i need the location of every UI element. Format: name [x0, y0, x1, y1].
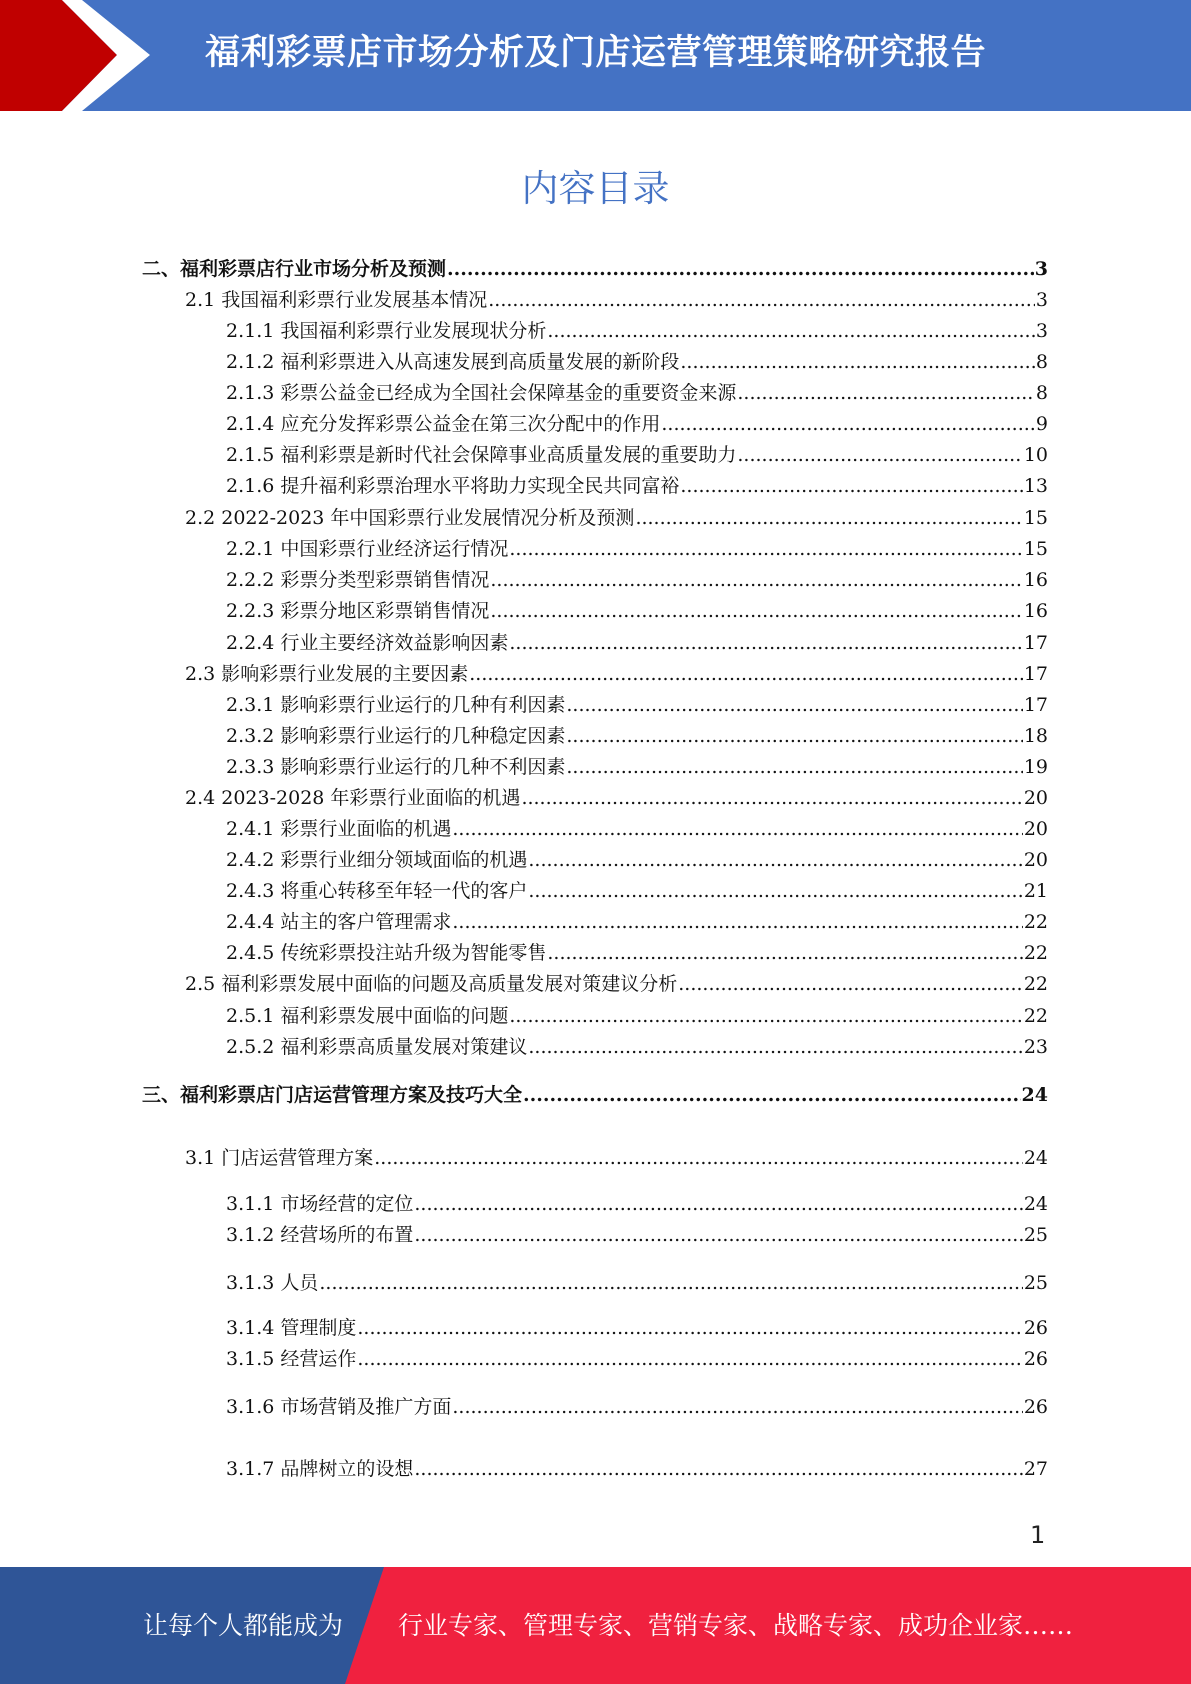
- toc-entry[interactable]: [226, 471, 1048, 501]
- toc-entry-page: 27: [1023, 1458, 1048, 1480]
- toc-entry-page: 9: [1035, 413, 1048, 435]
- toc-entry[interactable]: [226, 1268, 1048, 1298]
- toc-entry[interactable]: [226, 752, 1048, 782]
- toc-leader-dots: [521, 783, 1022, 813]
- toc-entry-text: 2.5.2 福利彩票高质量发展对策建议: [226, 1036, 528, 1058]
- toc-leader-dots: [374, 1143, 1023, 1173]
- toc-entry-page: 22: [1023, 973, 1048, 995]
- toc-entry-page: 24: [1023, 1193, 1048, 1215]
- toc-entry[interactable]: [226, 440, 1048, 470]
- toc-entry[interactable]: [226, 1189, 1048, 1219]
- toc-entry-page: 3: [1034, 258, 1048, 280]
- toc-leader-dots: [452, 907, 1022, 937]
- toc-entry[interactable]: [185, 1143, 1048, 1173]
- toc-entry-text: 3.1.3 人员: [226, 1272, 319, 1294]
- toc-leader-dots: [319, 1268, 1022, 1298]
- toc-leader-dots: [737, 378, 1035, 408]
- toc-entry-page: 17: [1023, 663, 1048, 685]
- toc-entry-page: 26: [1023, 1396, 1048, 1418]
- toc-entry-text: 3.1.2 经营场所的布置: [226, 1224, 414, 1246]
- toc-leader-dots: [509, 1001, 1022, 1031]
- toc-leader-dots: [566, 752, 1022, 782]
- toc-leader-dots: [414, 1189, 1022, 1219]
- toc-entry-text: 3.1.4 管理制度: [226, 1317, 357, 1339]
- toc-entry-page: 21: [1023, 880, 1048, 902]
- toc-leader-dots: [509, 628, 1022, 658]
- toc-leader-dots: [528, 1032, 1022, 1062]
- toc-entry-page: 3: [1035, 289, 1048, 311]
- toc-entry-text: 2.1.1 我国福利彩票行业发展现状分析: [226, 320, 547, 342]
- toc-entry-page: 17: [1023, 694, 1048, 716]
- toc-entry[interactable]: [226, 1313, 1048, 1343]
- toc-entry[interactable]: [226, 565, 1048, 595]
- toc-leader-dots: [452, 814, 1022, 844]
- toc-entry-text: 2.2.3 彩票分地区彩票销售情况: [226, 600, 490, 622]
- toc-leader-dots: [678, 969, 1023, 999]
- toc-leader-dots: [566, 721, 1022, 751]
- toc-entry-page: 3: [1035, 320, 1048, 342]
- toc-entry[interactable]: [226, 1392, 1048, 1422]
- toc-entry-text: 2.3.2 影响彩票行业运行的几种稳定因素: [226, 725, 566, 747]
- toc-leader-dots: [490, 565, 1022, 595]
- toc-entry[interactable]: [226, 845, 1048, 875]
- header-title: 福利彩票店市场分析及门店运营管理策略研究报告: [205, 33, 987, 73]
- toc-entry-text: 2.4.4 站主的客户管理需求: [226, 911, 452, 933]
- toc-entry-page: 13: [1023, 475, 1048, 497]
- toc-entry-page: 17: [1023, 632, 1048, 654]
- toc-entry-text: 二、福利彩票店行业市场分析及预测: [142, 258, 447, 280]
- toc-entry-page: 8: [1035, 382, 1048, 404]
- toc-entry-text: 2.1 我国福利彩票行业发展基本情况: [185, 289, 488, 311]
- toc-entry-page: 8: [1035, 351, 1048, 373]
- toc-entry[interactable]: [185, 285, 1048, 315]
- toc-leader-dots: [680, 471, 1022, 501]
- toc-leader-dots: [509, 534, 1022, 564]
- toc-leader-dots: [547, 938, 1022, 968]
- toc-entry-page: 26: [1023, 1317, 1048, 1339]
- toc-entry-page: 22: [1023, 942, 1048, 964]
- toc-entry[interactable]: [185, 503, 1048, 533]
- toc-leader-dots: [680, 347, 1035, 377]
- toc-entry[interactable]: [142, 254, 1048, 284]
- toc-entry-page: 25: [1023, 1224, 1048, 1246]
- toc-entry-text: 3.1.6 市场营销及推广方面: [226, 1396, 452, 1418]
- toc-leader-dots: [528, 845, 1022, 875]
- toc-entry-text: 2.5.1 福利彩票发展中面临的问题: [226, 1005, 509, 1027]
- toc-entry-text: 2.2.2 彩票分类型彩票销售情况: [226, 569, 490, 591]
- toc-entry[interactable]: [226, 1220, 1048, 1250]
- toc-entry[interactable]: [226, 628, 1048, 658]
- toc-entry-page: 20: [1023, 849, 1048, 871]
- toc-entry-page: 22: [1023, 1005, 1048, 1027]
- toc-entry-text: 3.1.7 品牌树立的设想: [226, 1458, 414, 1480]
- toc-leader-dots: [661, 409, 1035, 439]
- toc-entry-text: 2.4.3 将重心转移至年轻一代的客户: [226, 880, 528, 902]
- toc-entry[interactable]: [226, 316, 1048, 346]
- toc-leader-dots: [414, 1220, 1022, 1250]
- toc-entry-page: 16: [1023, 600, 1048, 622]
- toc-entry-page: 25: [1023, 1272, 1048, 1294]
- toc-entry-text: 2.2.1 中国彩票行业经济运行情况: [226, 538, 509, 560]
- toc-entry-page: 20: [1023, 787, 1048, 809]
- toc-leader-dots: [447, 254, 1034, 284]
- page-number: 1: [1030, 1521, 1046, 1549]
- toc-entry-page: 15: [1023, 538, 1048, 560]
- toc-leader-dots: [737, 440, 1022, 470]
- toc-leader-dots: [635, 503, 1022, 533]
- toc-entry-page: 26: [1023, 1348, 1048, 1370]
- toc-entry[interactable]: [226, 721, 1048, 751]
- toc-entry-page: 18: [1023, 725, 1048, 747]
- toc-entry-text: 2.1.4 应充分发挥彩票公益金在第三次分配中的作用: [226, 413, 661, 435]
- footer-banner: [0, 1567, 1191, 1684]
- footer-slogan-left: 让每个人都能成为: [143, 1611, 344, 1640]
- toc-leader-dots: [469, 659, 1023, 689]
- toc-title: 内容目录: [521, 167, 670, 210]
- toc-entry-text: 2.1.6 提升福利彩票治理水平将助力实现全民共同富裕: [226, 475, 680, 497]
- toc-entry-text: 3.1 门店运营管理方案: [185, 1147, 374, 1169]
- toc-leader-dots: [547, 316, 1035, 346]
- toc-entry-text: 2.1.3 彩票公益金已经成为全国社会保障基金的重要资金来源: [226, 382, 737, 404]
- toc-entry-page: 20: [1023, 818, 1048, 840]
- toc-entry[interactable]: [226, 907, 1048, 937]
- toc-entry[interactable]: [226, 534, 1048, 564]
- toc-leader-dots: [452, 1392, 1022, 1422]
- toc-entry[interactable]: [142, 1080, 1048, 1110]
- toc-entry-page: 16: [1023, 569, 1048, 591]
- footer-slogan-right: 行业专家、管理专家、营销专家、战略专家、成功企业家……: [398, 1611, 1074, 1640]
- toc-entry[interactable]: [226, 690, 1048, 720]
- toc-entry[interactable]: [185, 969, 1048, 999]
- toc-entry-page: 24: [1021, 1084, 1048, 1106]
- toc-entry-text: 2.4.5 传统彩票投注站升级为智能零售: [226, 942, 547, 964]
- toc-entry[interactable]: [185, 783, 1048, 813]
- header-banner: [0, 0, 1191, 111]
- toc-entry-text: 3.1.1 市场经营的定位: [226, 1193, 414, 1215]
- toc-entry-text: 2.5 福利彩票发展中面临的问题及高质量发展对策建议分析: [185, 973, 678, 995]
- toc-entry-text: 2.1.2 福利彩票进入从高速发展到高质量发展的新阶段: [226, 351, 680, 373]
- toc-entry-page: 24: [1023, 1147, 1048, 1169]
- toc-entry[interactable]: [226, 1454, 1048, 1484]
- toc-leader-dots: [523, 1080, 1021, 1110]
- toc-entry-page: 23: [1023, 1036, 1048, 1058]
- toc-entry[interactable]: [226, 378, 1048, 408]
- toc-leader-dots: [357, 1344, 1022, 1374]
- toc-leader-dots: [490, 596, 1022, 626]
- toc-leader-dots: [566, 690, 1022, 720]
- toc-entry-text: 三、福利彩票店门店运营管理方案及技巧大全: [142, 1084, 523, 1106]
- toc-entry[interactable]: [226, 596, 1048, 626]
- toc-leader-dots: [414, 1454, 1022, 1484]
- toc-entry-text: 2.4 2023-2028 年彩票行业面临的机遇: [185, 787, 521, 809]
- toc-entry-text: 2.1.5 福利彩票是新时代社会保障事业高质量发展的重要助力: [226, 444, 737, 466]
- toc-entry[interactable]: [226, 347, 1048, 377]
- toc-entry[interactable]: [226, 1001, 1048, 1031]
- toc-entry-text: 2.2 2022-2023 年中国彩票行业发展情况分析及预测: [185, 507, 635, 529]
- toc-entry[interactable]: [226, 814, 1048, 844]
- toc-entry-text: 2.3.1 影响彩票行业运行的几种有利因素: [226, 694, 566, 716]
- toc-entry[interactable]: [226, 938, 1048, 968]
- toc-entry[interactable]: [226, 1032, 1048, 1062]
- toc-entry[interactable]: [185, 659, 1048, 689]
- toc-leader-dots: [528, 876, 1022, 906]
- toc-entry-page: 22: [1023, 911, 1048, 933]
- toc-entry[interactable]: [226, 409, 1048, 439]
- toc-entry-text: 2.3.3 影响彩票行业运行的几种不利因素: [226, 756, 566, 778]
- toc-leader-dots: [357, 1313, 1022, 1343]
- toc-entry[interactable]: [226, 1344, 1048, 1374]
- toc-entry-text: 3.1.5 经营运作: [226, 1348, 357, 1370]
- toc-entry-text: 2.3 影响彩票行业发展的主要因素: [185, 663, 469, 685]
- toc-entry[interactable]: [226, 876, 1048, 906]
- toc-entry-page: 19: [1023, 756, 1048, 778]
- toc-entry-page: 15: [1023, 507, 1048, 529]
- toc-entry-text: 2.4.1 彩票行业面临的机遇: [226, 818, 452, 840]
- toc-leader-dots: [488, 285, 1035, 315]
- toc-entry-text: 2.2.4 行业主要经济效益影响因素: [226, 632, 509, 654]
- toc-entry-text: 2.4.2 彩票行业细分领域面临的机遇: [226, 849, 528, 871]
- toc-entry-page: 10: [1023, 444, 1048, 466]
